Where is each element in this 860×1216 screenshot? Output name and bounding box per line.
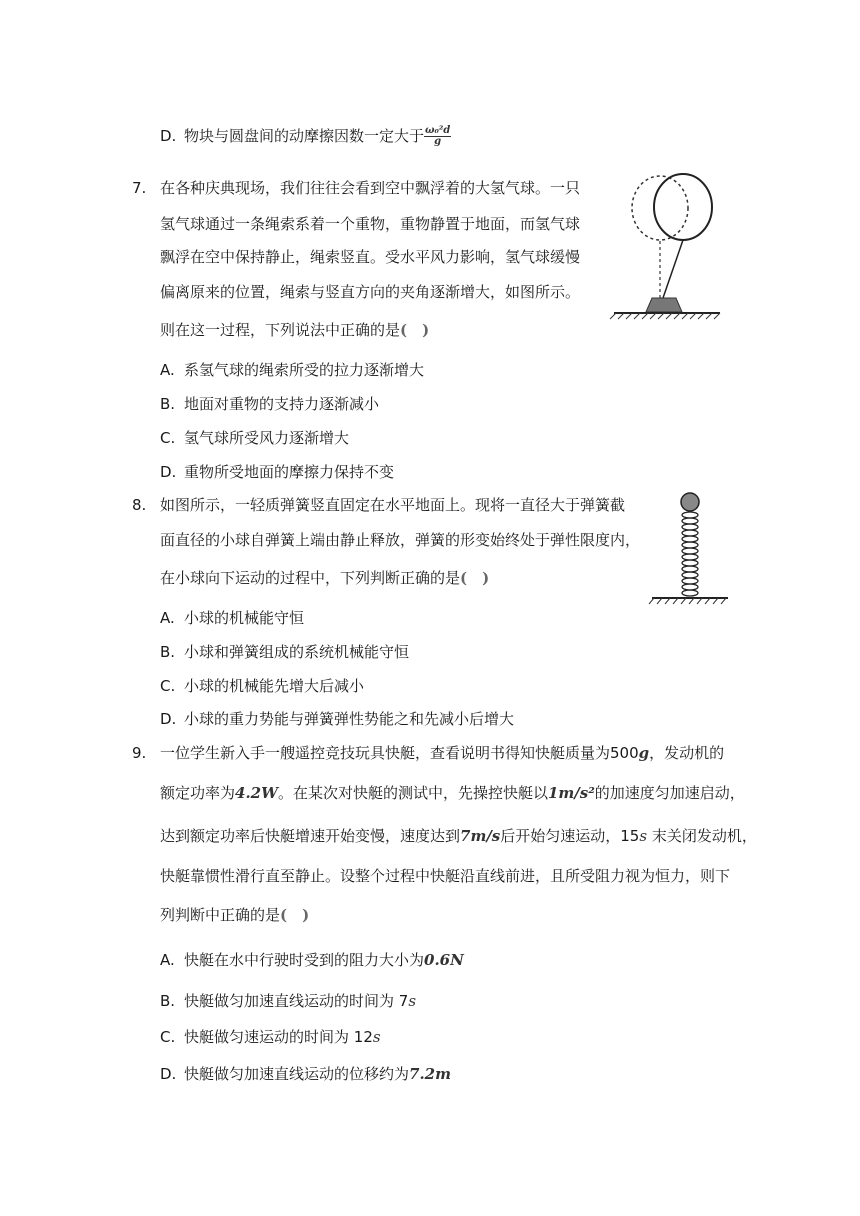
question-7-line-1: 在各种庆典现场，我们往往会看到空中飘浮着的大氢气球。一只 xyxy=(160,179,581,197)
rope-current xyxy=(663,240,683,298)
option-label: B. xyxy=(160,643,176,661)
math-power: 4.2W xyxy=(235,784,278,802)
option-label: A. xyxy=(160,951,175,969)
option-text: 小球的机械能先增大后减小 xyxy=(184,677,365,695)
answer-blank: ( ) xyxy=(460,569,490,587)
option-text: 小球的机械能守恒 xyxy=(184,609,305,627)
question-7-line-5 xyxy=(160,320,429,340)
q9-option-c xyxy=(160,1027,381,1047)
option-text: 快艇做匀加速直线运动的位移约为 xyxy=(184,1065,410,1083)
math-velocity: 7m/s xyxy=(460,827,501,845)
spring-figure xyxy=(648,490,732,608)
spring-coils xyxy=(682,512,698,596)
option-text: 小球和弹簧组成的系统机械能守恒 xyxy=(184,643,410,661)
balloon-figure xyxy=(608,170,728,330)
option-label: A. xyxy=(160,361,175,379)
fraction-denominator: g xyxy=(434,136,442,147)
q6-option-d xyxy=(160,126,451,147)
question-8-line-3-text: 在小球向下运动的过程中，下列判断正确的是 xyxy=(160,569,461,587)
q8-option-a xyxy=(160,608,304,628)
option-text: 物块与圆盘间的动摩擦因数一定大于 xyxy=(184,127,425,145)
text: 达到额定功率后快艇增速开始变慢，速度达到 xyxy=(160,827,461,845)
question-number-7: 7. xyxy=(132,179,147,197)
q9-option-a xyxy=(160,950,464,970)
option-text: 系氢气球的绳索所受的拉力逐渐增大 xyxy=(184,361,425,379)
q8-option-b xyxy=(160,642,409,662)
question-9-line-2 xyxy=(160,783,745,803)
fraction-numerator: ω₀²d xyxy=(425,125,451,136)
question-9-line-5 xyxy=(160,905,309,925)
q9-option-d xyxy=(160,1064,451,1084)
text: 列判断中正确的是 xyxy=(160,906,281,924)
small-ball xyxy=(681,493,699,511)
text: ，发动机的 xyxy=(649,744,725,762)
question-9-line-4: 快艇靠惯性滑行直至静止。设整个过程中快艇沿直线前进，且所受阻力视为恒力，则下 xyxy=(160,867,731,885)
q8-option-d xyxy=(160,709,514,729)
option-text: 快艇做匀加速直线运动的时间为 7 xyxy=(184,992,409,1010)
math-unit-g: g xyxy=(638,744,650,762)
fraction xyxy=(424,126,451,147)
question-9-line-1 xyxy=(160,743,724,763)
option-label: C. xyxy=(160,1028,176,1046)
option-text: 小球的重力势能与弹簧弹性势能之和先减小后增大 xyxy=(184,710,515,728)
q8-option-c xyxy=(160,676,364,696)
option-label: B. xyxy=(160,992,176,1010)
option-text: 氢气球所受风力逐渐增大 xyxy=(184,429,350,447)
q7-option-a xyxy=(160,360,424,380)
option-label: A. xyxy=(160,609,175,627)
question-number-8: 8. xyxy=(132,496,147,514)
text: 的加速度匀加速启动， xyxy=(594,784,745,802)
option-math: 7.2m xyxy=(409,1065,451,1083)
text: 额定功率为 xyxy=(160,784,236,802)
option-math: s xyxy=(408,992,417,1010)
question-8-line-3 xyxy=(160,568,489,588)
text: 末关闭发动机， xyxy=(647,827,757,845)
question-7-line-2: 氢气球通过一条绳索系着一个重物，重物静置于地面，而氢气球 xyxy=(160,215,581,233)
question-9-line-3 xyxy=(160,826,757,846)
q7-option-b xyxy=(160,394,379,414)
balloon-current-position xyxy=(654,174,712,240)
q9-option-b xyxy=(160,991,416,1011)
question-8-line-1: 如图所示，一轻质弹簧竖直固定在水平地面上。现将一直径大于弹簧截 xyxy=(160,496,626,514)
option-label: D. xyxy=(160,1065,177,1083)
option-label: D. xyxy=(160,463,177,481)
option-math: s xyxy=(372,1028,381,1046)
option-text: 快艇在水中行驶时受到的阻力大小为 xyxy=(184,951,425,969)
option-label: C. xyxy=(160,429,176,447)
question-8-line-2: 面直径的小球自弹簧上端由静止释放，弹簧的形变始终处于弹性限度内， xyxy=(160,531,641,549)
option-text: 快艇做匀速运动的时间为 12 xyxy=(184,1028,373,1046)
q7-option-c xyxy=(160,428,349,448)
question-7-line-3: 飘浮在空中保持静止，绳索竖直。受水平风力影响，氢气球缓慢 xyxy=(160,248,581,266)
question-7-line-5-text: 则在这一过程，下列说法中正确的是 xyxy=(160,321,401,339)
option-label: D. xyxy=(160,710,177,728)
math-acceleration: 1m/s² xyxy=(547,784,595,802)
question-7-line-4: 偏离原来的位置，绳索与竖直方向的夹角逐渐增大，如图所示。 xyxy=(160,283,581,301)
option-label: D. xyxy=(160,127,177,145)
text: 后开始匀速运动，15 xyxy=(500,827,640,845)
option-text: 重物所受地面的摩擦力保持不变 xyxy=(184,463,395,481)
option-label: C. xyxy=(160,677,176,695)
question-number-9: 9. xyxy=(132,744,147,762)
option-text: 地面对重物的支持力逐渐减小 xyxy=(184,395,380,413)
math-unit-s: s xyxy=(639,827,648,845)
q7-option-d xyxy=(160,462,394,482)
option-math: 0.6N xyxy=(424,951,464,969)
option-label: B. xyxy=(160,395,176,413)
answer-blank: ( ) xyxy=(400,321,430,339)
text: 。在某次对快艇的测试中，先操控快艇以 xyxy=(277,784,548,802)
weight-block xyxy=(646,298,682,312)
text: 一位学生新入手一艘遥控竞技玩具快艇，查看说明书得知快艇质量为500 xyxy=(160,744,639,762)
answer-blank: ( ) xyxy=(280,906,310,924)
